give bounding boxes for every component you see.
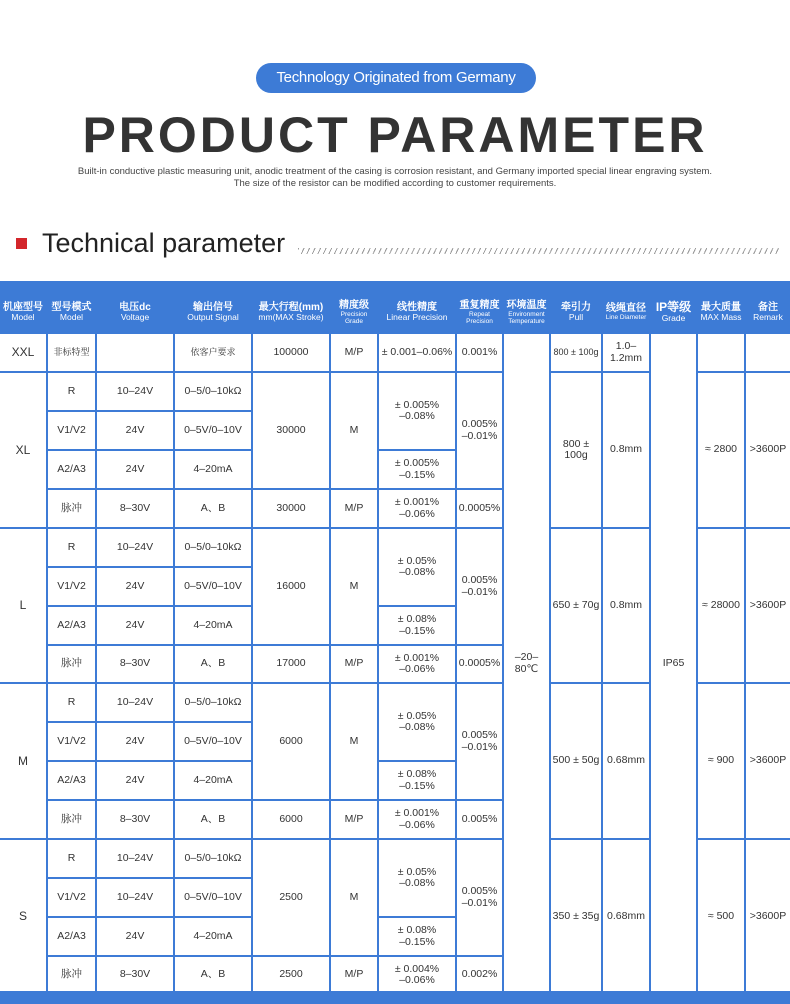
repeat-precision-cell: 0.0005% xyxy=(457,490,502,527)
section-divider xyxy=(298,248,780,254)
mode-cell: A2/A3 xyxy=(48,762,95,799)
stroke-cell: 6000 xyxy=(253,801,329,838)
parameter-table xyxy=(0,293,790,991)
mass-cell: ≈ 2800 xyxy=(698,373,744,527)
column-header: 机座型号 Model xyxy=(0,293,46,332)
repeat-precision-cell: 0.005% –0.01% xyxy=(457,684,502,799)
output-cell: 4–20mA xyxy=(175,451,251,488)
pull-cell: 650 ± 70g xyxy=(551,529,601,682)
table-top-bar xyxy=(0,281,790,293)
mode-cell: V1/V2 xyxy=(48,412,95,449)
voltage-cell: 24V xyxy=(97,723,173,760)
output-cell: 0–5V/0–10V xyxy=(175,412,251,449)
repeat-precision-cell: 0.002% xyxy=(457,957,502,993)
voltage-cell: 24V xyxy=(97,412,173,449)
voltage-cell: 8–30V xyxy=(97,490,173,527)
column-header: 牵引力 Pull xyxy=(551,293,601,332)
section-title: Technical parameter xyxy=(42,228,286,258)
mode-cell: R xyxy=(48,373,95,410)
voltage-cell: 24V xyxy=(97,451,173,488)
mode-cell: 脉冲 xyxy=(48,801,95,838)
table-bottom-bar xyxy=(0,991,790,1004)
voltage-cell: 8–30V xyxy=(97,646,173,682)
remark-cell xyxy=(746,334,790,371)
section-marker xyxy=(16,238,27,249)
grade-cell: M/P xyxy=(331,957,377,993)
column-header: 线绳直径 Line Diameter xyxy=(603,293,649,332)
mode-cell: A2/A3 xyxy=(48,607,95,644)
voltage-cell: 10–24V xyxy=(97,684,173,721)
diameter-cell: 0.8mm xyxy=(603,529,649,682)
model-cell: XL xyxy=(0,373,46,527)
voltage-cell: 24V xyxy=(97,918,173,955)
mode-cell: 脉冲 xyxy=(48,957,95,993)
grade-cell: M xyxy=(331,840,377,955)
column-header: 最大质量 MAX Mass xyxy=(698,293,744,332)
voltage-cell: 10–24V xyxy=(97,840,173,877)
mode-cell: V1/V2 xyxy=(48,879,95,916)
output-cell: 依客户要求 xyxy=(175,334,251,371)
mode-cell: A2/A3 xyxy=(48,918,95,955)
column-header: 型号模式 Model xyxy=(48,293,95,332)
output-cell: A、B xyxy=(175,490,251,527)
output-cell: 0–5V/0–10V xyxy=(175,879,251,916)
stroke-cell: 30000 xyxy=(253,490,329,527)
mode-cell: R xyxy=(48,684,95,721)
repeat-precision-cell: 0.005% –0.01% xyxy=(457,840,502,955)
voltage-cell: 24V xyxy=(97,607,173,644)
model-cell: XXL xyxy=(0,334,46,371)
page-title: PRODUCT PARAMETER xyxy=(82,107,708,163)
output-cell: 0–5/0–10kΩ xyxy=(175,373,251,410)
mode-cell: 脉冲 xyxy=(48,490,95,527)
voltage-cell xyxy=(97,334,173,371)
remark-cell: >3600P xyxy=(746,373,790,527)
voltage-cell: 24V xyxy=(97,568,173,605)
grade-cell: M/P xyxy=(331,490,377,527)
pull-cell: 800 ± 100g xyxy=(551,334,601,371)
mass-cell: ≈ 500 xyxy=(698,840,744,993)
repeat-precision-cell: 0.0005% xyxy=(457,646,502,682)
repeat-precision-cell: 0.001% xyxy=(457,334,502,371)
column-header: 电压dc Voltage xyxy=(97,293,173,332)
mass-cell: ≈ 28000 xyxy=(698,529,744,682)
model-cell: M xyxy=(0,684,46,838)
stroke-cell: 2500 xyxy=(253,957,329,993)
model-cell: S xyxy=(0,840,46,993)
linear-precision-cell: ± 0.004% –0.06% xyxy=(379,957,455,993)
stroke-cell: 16000 xyxy=(253,529,329,644)
voltage-cell: 8–30V xyxy=(97,957,173,993)
linear-precision-cell: ± 0.08% –0.15% xyxy=(379,762,455,799)
pull-cell: 500 ± 50g xyxy=(551,684,601,838)
grade-cell: M xyxy=(331,684,377,799)
linear-precision-cell: ± 0.05% –0.08% xyxy=(379,684,455,760)
mode-cell: A2/A3 xyxy=(48,451,95,488)
model-cell: L xyxy=(0,529,46,682)
output-cell: 4–20mA xyxy=(175,762,251,799)
column-header: 线性精度 Linear Precision xyxy=(379,293,455,332)
diameter-cell: 0.8mm xyxy=(603,373,649,527)
column-header: 备注 Remark xyxy=(746,293,790,332)
voltage-cell: 8–30V xyxy=(97,801,173,838)
output-cell: A、B xyxy=(175,646,251,682)
stroke-cell: 2500 xyxy=(253,840,329,955)
column-header: IP等级 Grade xyxy=(651,293,696,332)
repeat-precision-cell: 0.005% –0.01% xyxy=(457,373,502,488)
ip-grade-cell: IP65 xyxy=(651,334,696,993)
pull-cell: 350 ± 35g xyxy=(551,840,601,993)
grade-cell: M xyxy=(331,373,377,488)
mode-cell: R xyxy=(48,529,95,566)
grade-cell: M/P xyxy=(331,801,377,838)
column-header: 精度级 Precision Grade xyxy=(331,293,377,332)
output-cell: 0–5V/0–10V xyxy=(175,568,251,605)
diameter-cell: 0.68mm xyxy=(603,840,649,993)
output-cell: 0–5/0–10kΩ xyxy=(175,684,251,721)
linear-precision-cell: ± 0.005% –0.08% xyxy=(379,373,455,449)
mode-cell: V1/V2 xyxy=(48,568,95,605)
voltage-cell: 24V xyxy=(97,762,173,799)
description xyxy=(0,166,790,190)
linear-precision-cell: ± 0.05% –0.08% xyxy=(379,529,455,605)
linear-precision-cell: ± 0.001% –0.06% xyxy=(379,801,455,838)
column-header: 环境温度 Environment Temperature xyxy=(504,293,549,332)
output-cell: 0–5V/0–10V xyxy=(175,723,251,760)
mass-cell: ≈ 900 xyxy=(698,684,744,838)
linear-precision-cell: ± 0.001% –0.06% xyxy=(379,646,455,682)
linear-precision-cell: ± 0.05% –0.08% xyxy=(379,840,455,916)
output-cell: 4–20mA xyxy=(175,607,251,644)
linear-precision-cell: ± 0.001% –0.06% xyxy=(379,490,455,527)
description-line: Built-in conductive plastic measuring unit, anodic treatment of the casing is corrosion resistant, and Germany imported special linear engraving system. xyxy=(77,166,713,177)
repeat-precision-cell: 0.005% –0.01% xyxy=(457,529,502,644)
output-cell: 0–5/0–10kΩ xyxy=(175,529,251,566)
grade-cell: M/P xyxy=(331,646,377,682)
column-header: 重复精度 Repeat Precision xyxy=(457,293,502,332)
output-cell: A、B xyxy=(175,801,251,838)
voltage-cell: 10–24V xyxy=(97,373,173,410)
output-cell: 0–5/0–10kΩ xyxy=(175,840,251,877)
linear-precision-cell: ± 0.08% –0.15% xyxy=(379,918,455,955)
stroke-cell: 100000 xyxy=(253,334,329,371)
diameter-cell: 0.68mm xyxy=(603,684,649,838)
mode-cell: 非标特型 xyxy=(48,334,95,371)
voltage-cell: 10–24V xyxy=(97,529,173,566)
grade-cell: M xyxy=(331,529,377,644)
linear-precision-cell: ± 0.005% –0.15% xyxy=(379,451,455,488)
remark-cell: >3600P xyxy=(746,840,790,993)
remark-cell: >3600P xyxy=(746,684,790,838)
grade-cell: M/P xyxy=(331,334,377,371)
pull-cell: 800 ± 100g xyxy=(551,373,601,527)
linear-precision-cell: ± 0.08% –0.15% xyxy=(379,607,455,644)
remark-cell: >3600P xyxy=(746,529,790,682)
stroke-cell: 30000 xyxy=(253,373,329,488)
repeat-precision-cell: 0.005% xyxy=(457,801,502,838)
voltage-cell: 10–24V xyxy=(97,879,173,916)
mode-cell: R xyxy=(48,840,95,877)
mass-cell xyxy=(698,334,744,371)
output-cell: 4–20mA xyxy=(175,918,251,955)
temperature-cell: –20–80℃ xyxy=(504,334,549,993)
stroke-cell: 6000 xyxy=(253,684,329,799)
diameter-cell: 1.0– 1.2mm xyxy=(603,334,649,371)
mode-cell: V1/V2 xyxy=(48,723,95,760)
mode-cell: 脉冲 xyxy=(48,646,95,682)
stroke-cell: 17000 xyxy=(253,646,329,682)
description-line: The size of the resistor can be modified according to customer requirements. xyxy=(233,178,557,189)
column-header: 输出信号 Output Signal xyxy=(175,293,251,332)
tagline-badge: Technology Originated from Germany xyxy=(256,63,536,93)
output-cell: A、B xyxy=(175,957,251,993)
column-header: 最大行程(mm) mm(MAX Stroke) xyxy=(253,293,329,332)
linear-precision-cell: ± 0.001–0.06% xyxy=(379,334,455,371)
